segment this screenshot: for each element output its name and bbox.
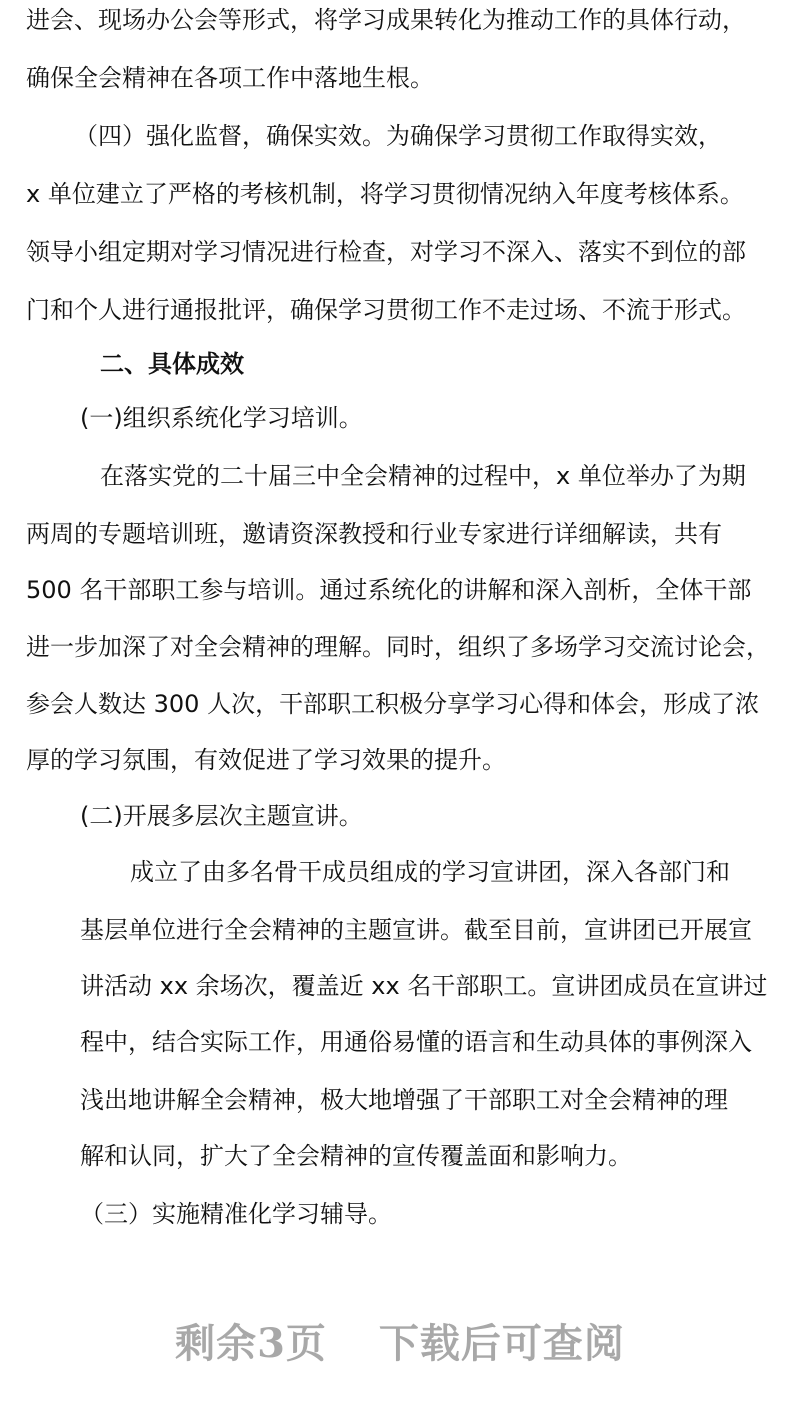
subsection-heading: （三）实施精准化学习辅导。 — [80, 1200, 392, 1228]
download-hint-label: 下载后可查阅 — [378, 1320, 625, 1367]
paragraph-line: 进一步加深了对全会精神的理解。同时，组织了多场学习交流讨论会， — [26, 633, 770, 661]
remaining-pages-label: 剩余3页 — [175, 1320, 327, 1367]
paragraph-line: 浅出地讲解全会精神，极大地增强了干部职工对全会精神的理 — [80, 1086, 728, 1114]
paragraph-line: 确保全会精神在各项工作中落地生根。 — [26, 64, 434, 92]
paragraph-line: x 单位建立了严格的考核机制，将学习贯彻情况纳入年度考核体系。 — [26, 180, 744, 208]
paragraph-line: 门和个人进行通报批评，确保学习贯彻工作不走过场、不流于形式。 — [26, 296, 746, 324]
paragraph-line: 程中，结合实际工作，用通俗易懂的语言和生动具体的事例深入 — [80, 1028, 752, 1056]
paragraph-line: 参会人数达 300 人次，干部职工积极分享学习心得和体会，形成了浓 — [26, 690, 760, 718]
paragraph-line: 基层单位进行全会精神的主题宣讲。截至目前，宣讲团已开展宣 — [80, 916, 752, 944]
paragraph-line: 厚的学习氛围，有效促进了学习效果的提升。 — [26, 746, 506, 774]
paragraph-line: 领导小组定期对学习情况进行检查，对学习不深入、落实不到位的部 — [26, 238, 746, 266]
paragraph-line: 成立了由多名骨干成员组成的学习宣讲团，深入各部门和 — [130, 858, 730, 886]
subsection-heading: (一)组织系统化学习培训。 — [80, 404, 363, 432]
section-heading: 二、具体成效 — [100, 350, 244, 378]
subsection-heading: (二)开展多层次主题宣讲。 — [80, 802, 363, 830]
paragraph-line: 在落实党的二十届三中全会精神的过程中，x 单位举办了为期 — [100, 462, 746, 490]
paragraph-line: 解和认同，扩大了全会精神的宣传覆盖面和影响力。 — [80, 1142, 632, 1170]
paragraph-line: 讲活动 xx 余场次，覆盖近 xx 名干部职工。宣讲团成员在宣讲过 — [80, 972, 768, 1000]
paragraph-line: （四）强化监督，确保实效。为确保学习贯彻工作取得实效， — [74, 122, 722, 150]
paragraph-line: 两周的专题培训班，邀请资深教授和行业专家进行详细解读，共有 — [26, 520, 722, 548]
paragraph-line: 500 名干部职工参与培训。通过系统化的讲解和深入剖析，全体干部 — [26, 576, 752, 604]
download-prompt[interactable] — [0, 1316, 800, 1372]
paragraph-line: 进会、现场办公会等形式，将学习成果转化为推动工作的具体行动， — [26, 6, 746, 34]
